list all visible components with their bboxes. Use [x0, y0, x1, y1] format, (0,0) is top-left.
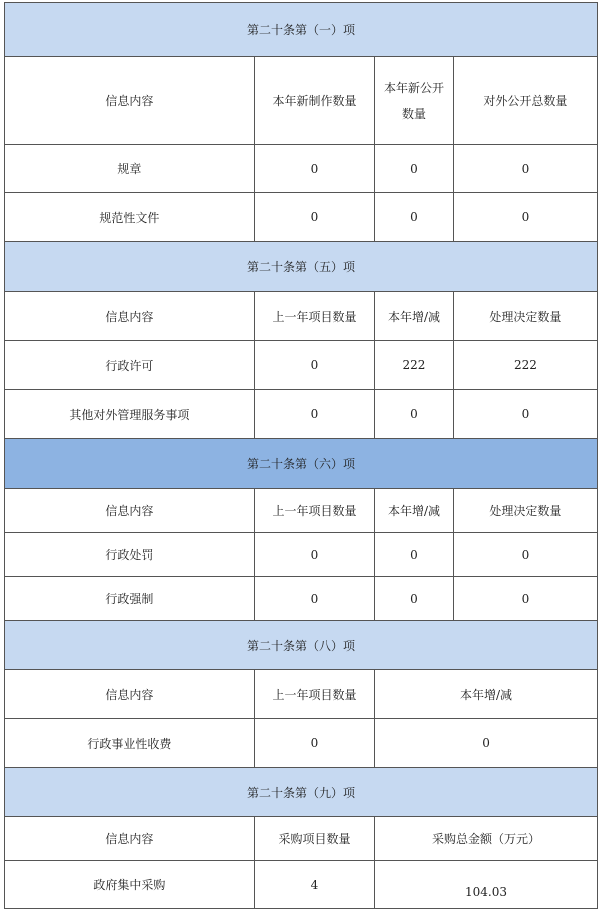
cell-value: 0: [375, 533, 454, 577]
cell-value: 222: [375, 341, 454, 390]
header-cell: 上一年项目数量: [254, 670, 374, 719]
cell-value: 0: [375, 577, 454, 621]
cell-value: 0: [254, 719, 374, 768]
cell-value: 0: [453, 145, 597, 193]
table-row: [5, 719, 598, 768]
column-header-row: [5, 57, 598, 145]
column-header-row: [5, 292, 598, 341]
cell-value: 0: [254, 145, 374, 193]
header-cell: 本年新制作数量: [254, 57, 374, 145]
cell-value: 0: [375, 390, 454, 439]
table-row: [5, 577, 598, 621]
cell-value: 0: [453, 577, 597, 621]
cell-value: 104.03: [375, 861, 598, 909]
header-cell: 信息内容: [5, 489, 255, 533]
table-row: [5, 533, 598, 577]
row-label: 行政事业性收费: [5, 719, 255, 768]
cell-value: 0: [375, 719, 598, 768]
row-label: 行政强制: [5, 577, 255, 621]
header-cell: 信息内容: [5, 817, 255, 861]
header-cell: 信息内容: [5, 57, 255, 145]
header-cell: 上一年项目数量: [254, 489, 374, 533]
cell-value: 4: [254, 861, 374, 909]
table-row: [5, 193, 598, 242]
header-cell: 信息内容: [5, 292, 255, 341]
section-header-row: [5, 3, 598, 57]
disclosure-table: [4, 2, 598, 909]
cell-value: 0: [254, 577, 374, 621]
row-label: 规范性文件: [5, 193, 255, 242]
section-header-row: [5, 242, 598, 292]
section-title: 第二十条第（九）项: [5, 768, 598, 817]
cell-value: 0: [453, 390, 597, 439]
header-cell: 本年增/减: [375, 292, 454, 341]
section-header-row: [5, 621, 598, 670]
section-title: 第二十条第（五）项: [5, 242, 598, 292]
section-header-row: [5, 439, 598, 489]
cell-value: 0: [375, 145, 454, 193]
header-cell: 对外公开总数量: [453, 57, 597, 145]
table-row: [5, 341, 598, 390]
cell-value: 0: [254, 341, 374, 390]
header-cell: 本年增/减: [375, 670, 598, 719]
row-label: 其他对外管理服务事项: [5, 390, 255, 439]
header-cell: 本年新公开数量: [375, 57, 454, 145]
row-label: 规章: [5, 145, 255, 193]
row-label: 行政许可: [5, 341, 255, 390]
cell-value: 0: [453, 193, 597, 242]
header-cell: 采购总金额（万元）: [375, 817, 598, 861]
header-cell: 本年增/减: [375, 489, 454, 533]
header-cell: 处理决定数量: [453, 489, 597, 533]
section-title: 第二十条第（八）项: [5, 621, 598, 670]
cell-value: 0: [254, 533, 374, 577]
column-header-row: [5, 489, 598, 533]
header-cell: 采购项目数量: [254, 817, 374, 861]
cell-value: 0: [254, 390, 374, 439]
table-row: [5, 861, 598, 909]
row-label: 政府集中采购: [5, 861, 255, 909]
column-header-row: [5, 670, 598, 719]
header-cell: 上一年项目数量: [254, 292, 374, 341]
header-cell: 处理决定数量: [453, 292, 597, 341]
section-title: 第二十条第（一）项: [5, 3, 598, 57]
section-title: 第二十条第（六）项: [5, 439, 598, 489]
cell-value: 222: [453, 341, 597, 390]
row-label: 行政处罚: [5, 533, 255, 577]
header-cell: 信息内容: [5, 670, 255, 719]
cell-value: 0: [375, 193, 454, 242]
table-row: [5, 145, 598, 193]
table-row: [5, 390, 598, 439]
cell-value: 0: [453, 533, 597, 577]
column-header-row: [5, 817, 598, 861]
section-header-row: [5, 768, 598, 817]
cell-value: 0: [254, 193, 374, 242]
